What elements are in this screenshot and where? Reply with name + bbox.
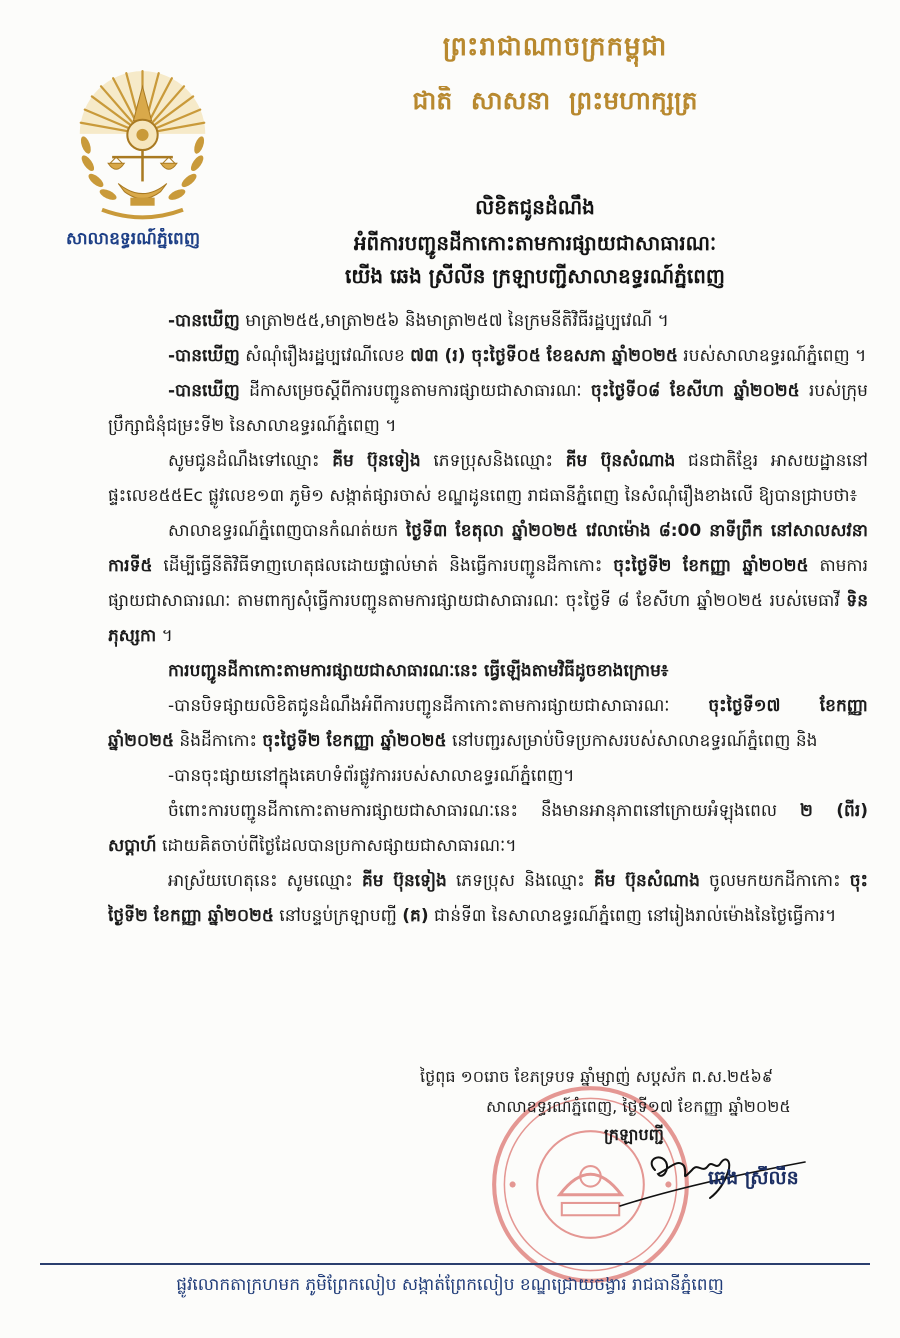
document-title: លិខិតជូនដំណឹង xyxy=(475,195,595,219)
paragraph-text: ។ xyxy=(156,626,173,646)
paragraph-text-bold: -បានឃើញ xyxy=(168,311,240,331)
paragraph-text-bold: គីម ប៊ុនសំណាង xyxy=(593,871,700,891)
document-subject: អំពីការបញ្ជូនដីកាកោះតាមការផ្សាយជាសាធារណៈ xyxy=(353,231,717,255)
footer-address: ផ្លូវលោកតាក្រហមក ភូមិព្រែកលៀប សង្កាត់ព្រែកលៀប ខណ្ឌជ្រោយចង្វារ រាជធានីភ្នំពេញ xyxy=(176,1275,724,1295)
paragraph-text-bold: ចុះថ្ងៃទី២ ខែកញ្ញា ឆ្នាំ២០២៥ xyxy=(262,731,447,751)
body-paragraph xyxy=(108,654,868,689)
paragraph-text: សំណុំរឿងរដ្ឋប្បវេណីលេខ xyxy=(239,346,411,366)
paragraph-text: ជនជាតិខ្មែរ អាសយដ្ឋាននៅផ្ទះលេខ៥៥Ec ផ្លូវលេខ១៣ ភូមិ១ សង្កាត់ផ្សារចាស់ ខណ្ឌដូនពេញ រាជធានីភ្នំពេញ នៃសំណុំរឿងខាងលើ ឱ្យបានជ្រាបថា៖ xyxy=(108,451,868,506)
body-paragraph xyxy=(108,304,868,339)
paragraph-text: សូមជូនដំណឹងទៅឈ្មោះ xyxy=(168,451,333,471)
court-emblem-icon xyxy=(70,58,215,230)
body-paragraph xyxy=(108,794,868,864)
paragraph-text: -បានចុះផ្សាយនៅក្នុងគេហទំព័រផ្លូវការរបស់សាលាឧទ្ធរណ៍ភ្នំពេញ។ xyxy=(168,766,575,786)
paragraph-text: តាមការផ្សាយជាសាធារណៈ តាមពាក្យសុំធ្វើការបញ្ជូនតាមការផ្សាយជាសាធារណៈ ចុះថ្ងៃទី ៨ ខែសីហា ឆ្នាំ២០២៥ របស់មេធាវី xyxy=(108,556,868,611)
paragraph-text: មាត្រា២៥៥,មាត្រា២៥៦ និងមាត្រា២៥៧ នៃក្រមនីតិវិធីរដ្ឋប្បវេណី ។ xyxy=(239,311,669,331)
paragraph-text-bold: -បានឃើញ xyxy=(168,346,240,366)
paragraph-text-bold: ទិន ភុស្សកា xyxy=(108,591,868,646)
kingdom-heading: ព្រះរាជាណាចក្រកម្ពុជា xyxy=(442,32,668,62)
paragraph-text-bold: គីម ប៊ុនទៀង xyxy=(361,871,447,891)
paragraph-text: ចូលមកយកដីកាកោះ xyxy=(699,871,850,891)
paragraph-text: ភេទប្រុស និងឈ្មោះ xyxy=(446,871,594,891)
paragraph-text-bold: គីម ប៊ុនទៀង xyxy=(332,451,421,471)
paragraph-text: សាលាឧទ្ធរណ៍ភ្នំពេញបានកំណត់យក xyxy=(168,521,406,541)
body-paragraph xyxy=(108,689,868,759)
body-paragraph xyxy=(108,514,868,654)
paragraph-text: នៅបន្ទប់ក្រឡាបញ្ជី xyxy=(273,906,403,926)
body-paragraph xyxy=(108,759,868,794)
paragraph-text: ដីកាសម្រេចស្ដីពីការបញ្ជូនតាមការផ្សាយជាសាធារណៈ xyxy=(239,381,591,401)
paragraph-text-bold: ចុះថ្ងៃទី១៧ ខែកញ្ញា ឆ្នាំ២០២៥ xyxy=(108,696,868,751)
clerk-title: ក្រឡាបញ្ជី xyxy=(604,1125,664,1144)
paragraph-text-bold: -បានឃើញ xyxy=(168,381,240,401)
paragraph-text-bold: ថ្ងៃទី៣ ខែតុលា ឆ្នាំ២០២៥ វេលាម៉ោង ៨:00 នាទីព្រឹក នៅសាលសវនាការទី៥ xyxy=(108,521,868,576)
body-paragraph xyxy=(108,864,868,934)
paragraph-text-bold: ៧៣ (រ) ចុះថ្ងៃទី០៥ ខែឧសភា ឆ្នាំ២០២៥ xyxy=(410,346,678,366)
place-and-date: សាលាឧទ្ធរណ៍ភ្នំពេញ, ថ្ងៃទី១៧ ខែកញ្ញា ឆ្នាំ២០២៥ xyxy=(486,1097,791,1116)
letter-body xyxy=(108,304,868,1064)
paragraph-text: និងដីកាកោះ xyxy=(174,731,263,751)
court-name: សាលាឧទ្ធរណ៍ភ្នំពេញ xyxy=(65,229,201,249)
lunar-date: ថ្ងៃពុធ ១០រោច ខែភទ្របទ ឆ្នាំម្សាញ់ សប្តស័ក ព.ស.២៥៦៩ xyxy=(420,1067,774,1086)
paragraph-text: ចំពោះការបញ្ជូនដីកាកោះតាមការផ្សាយជាសាធារណៈនេះ នឹងមានអានុភាពនៅក្រោយអំឡុងពេល xyxy=(168,801,800,821)
paragraph-text: ដើម្បីធ្វើនីតិវិធីទាញហេតុផលដោយផ្ទាល់មាត់ និងធ្វើការបញ្ជូនដីកាកោះ xyxy=(152,556,614,576)
paragraph-text: អាស្រ័យហេតុនេះ សូមឈ្មោះ xyxy=(168,871,362,891)
paragraph-text-bold: ២ (ពីរ) សប្ដាហ៍ xyxy=(108,801,868,856)
paragraph-text-bold: ចុះថ្ងៃទី២ ខែកញ្ញា ឆ្នាំ២០២៥ xyxy=(108,871,868,926)
body-paragraph xyxy=(108,374,868,444)
paragraph-text: -បានបិទផ្សាយលិខិតជូនដំណឹងអំពីការបញ្ជូនដីកាកោះតាមការផ្សាយជាសាធារណៈ xyxy=(168,696,709,716)
paragraph-text-bold: ការបញ្ជូនដីកាកោះតាមការផ្សាយជាសាធារណៈនេះ ធ្វើឡើងតាមវិធីដូចខាងក្រោម៖ xyxy=(168,661,669,681)
paragraph-text-bold: (គ) xyxy=(402,906,429,926)
paragraph-text: នៅបញ្ជរសម្រាប់បិទប្រកាសរបស់សាលាឧទ្ធរណ៍ភ្នំពេញ និង xyxy=(446,731,818,751)
paragraph-text-bold: ចុះថ្ងៃទី០៨ ខែសីហា ឆ្នាំ២០២៥ xyxy=(590,381,800,401)
paragraph-text-bold: ចុះថ្ងៃទី២ ខែកញ្ញា ឆ្នាំ២០២៥ xyxy=(613,556,809,576)
paragraph-text: របស់សាលាឧទ្ធរណ៍ភ្នំពេញ ។ xyxy=(677,346,867,366)
clerk-name: ឆេង ស្រីលីន xyxy=(708,1167,799,1189)
body-paragraph xyxy=(108,339,868,374)
paragraph-text-bold: គីម ប៊ុនសំណាង xyxy=(565,451,676,471)
paragraph-text: របស់ក្រុមប្រឹក្សាជំនុំជម្រះទី២ នៃសាលាឧទ្ធរណ៍ភ្នំពេញ ។ xyxy=(108,381,868,436)
body-paragraph xyxy=(108,444,868,514)
issuer-line: យើង ឆេង ស្រីលីន ក្រឡាបញ្ជីសាលាឧទ្ធរណ៍ភ្នំពេញ xyxy=(345,264,725,288)
paragraph-text: ភេទប្រុសនិងឈ្មោះ xyxy=(420,451,566,471)
paragraph-text: ដោយគិតចាប់ពីថ្ងៃដែលបានប្រកាសផ្សាយជាសាធារណៈ។ xyxy=(156,836,517,856)
paragraph-text: ជាន់ទី៣ នៃសាលាឧទ្ធរណ៍ភ្នំពេញ នៅរៀងរាល់ម៉ោងនៃថ្ងៃធ្វើការ។ xyxy=(428,906,837,926)
footer-divider xyxy=(40,1263,870,1265)
national-motto: ជាតិ សាសនា ព្រះមហាក្សត្រ xyxy=(412,86,698,115)
